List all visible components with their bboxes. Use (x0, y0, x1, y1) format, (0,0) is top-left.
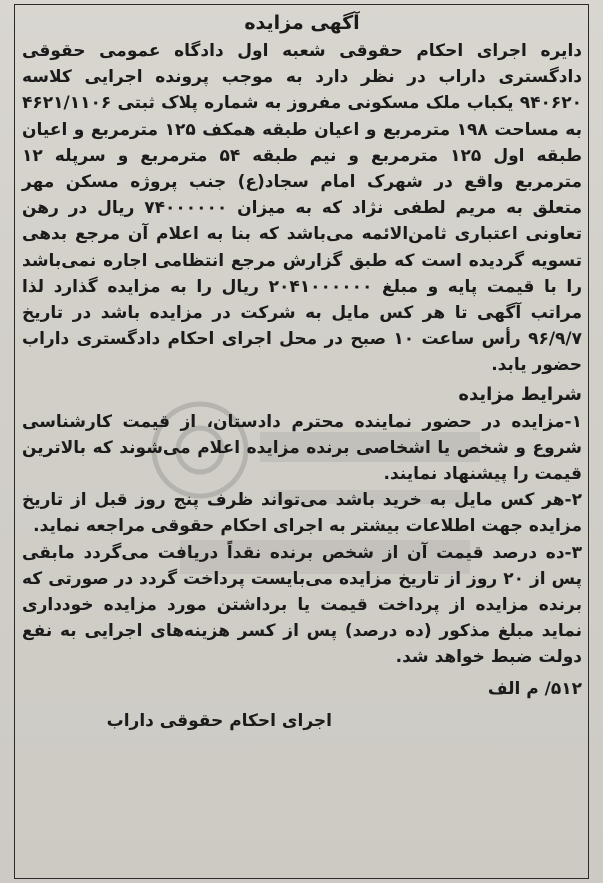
issuer-signature: اجرای احکام حقوقی داراب (106, 710, 332, 731)
condition-3: ۳-ده درصد قیمت آن از شخص برنده نقداً دریافت می‌گردد مابقی پس از ۲۰ روز از تاریخ مزایده می‌بایست پرداخت گردد در صورتی که برنده مزایده از پرداخت قیمت یا برداشتن مورد مزایده خودداری نماید مبلغ مذکور (ده درصد) پس از کسر هزینه‌های اجرایی به نفع دولت ضبط خواهد شد. (22, 542, 582, 668)
condition-2: ۲-هر کس مایل به خرید باشد می‌تواند ظرف پنج روز قبل از تاریخ مزایده جهت اطلاعات بیشتر به اجرای احکام حقوقی مراجعه نماید. (22, 490, 582, 537)
reference-number: ۵۱۲/ م الف (487, 678, 582, 699)
condition-1: ۱-مزایده در حضور نماینده محترم دادستان، از قیمت کارشناسی شروع و شخص یا اشخاصی برنده مزایده اعلام می‌شوند که بالاترین قیمت را پیشنهاد نمایند. (22, 411, 582, 485)
notice-title: آگهی مزایده (244, 12, 360, 34)
notice-content (22, 8, 582, 735)
conditions-title: شرایط مزایده (458, 383, 582, 405)
notice-body: دایره اجرای احکام حقوقی شعبه اول دادگاه عمومی حقوقی دادگستری داراب در نظر دارد به موجب پرونده اجرایی کلاسه ۹۴۰۶۲۰ یکباب ملک مسکونی مفروز به شماره پلاک ثبتی ۴۶۲۱/۱۱۰۶ به مساحت ۱۹۸ مترمربع و اعیان طبقه همکف ۱۲۵ مترمربع و اعیان طبقه اول ۱۲۵ مترمربع و نیم طبقه ۵۴ مترمربع و سرپله ۱۲ مترمربع واقع در شهرک امام سجاد(ع) جنب پروژه مسکن مهر متعلق به مریم لطفی نژاد که به میزان ۷۴۰۰۰۰۰۰ ریال در رهن تعاونی اعتباری ثامن‌الائمه می‌باشد که بنا به اعلام آن مرجع بدهی تسویه گردیده است که طبق گزارش مرجع انتظامی اجاره نمی‌باشد را با قیمت پایه و مبلغ ۲۰۴۱۰۰۰۰۰۰ ریال را به مزایده گذارد لذا مراتب آگهی تا هر کس مایل به شرکت در مزایده باشد در تاریخ ۹۶/۹/۷ رأس ساعت ۱۰ صبح در محل اجرای احکام دادگستری داراب حضور یابد. (22, 41, 582, 376)
